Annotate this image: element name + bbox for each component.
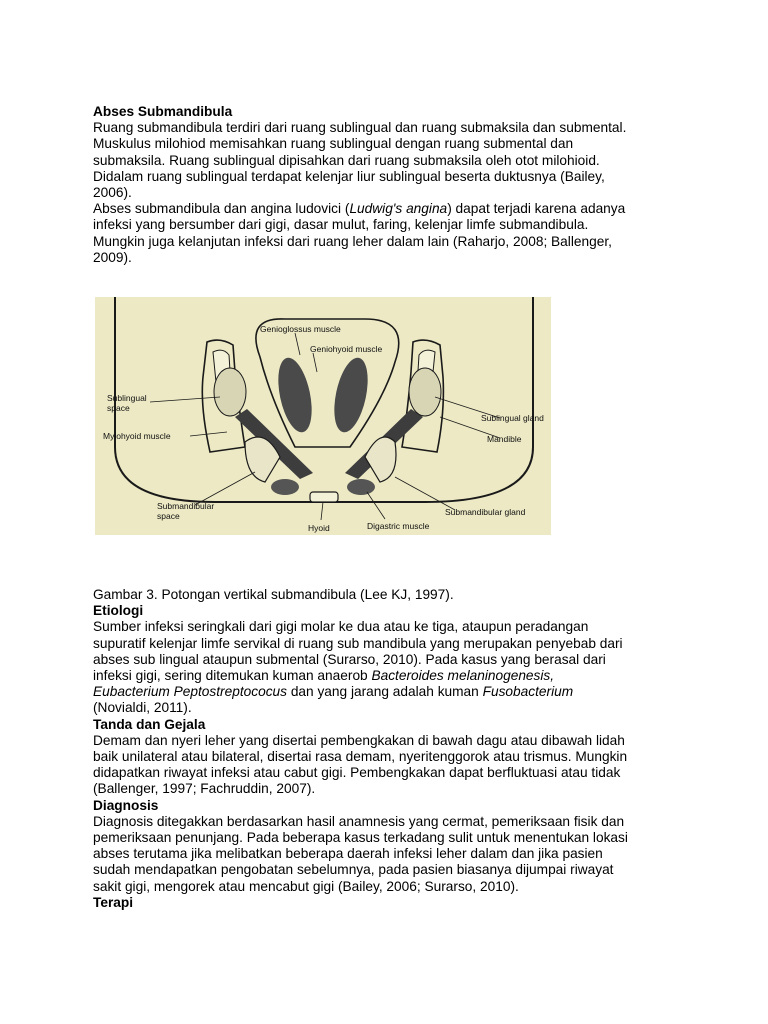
text-line: Muskulus milohiod memisahkan ruang sublingual dengan ruang submental dan bbox=[93, 136, 574, 152]
submandibula-diagram bbox=[95, 297, 551, 535]
italic-term-eubacterium: Eubacterium Peptostreptococus bbox=[93, 684, 288, 700]
text-line: Demam dan nyeri leher yang disertai pembengkakan di bawah dagu atau dibawah lidah bbox=[93, 732, 625, 748]
label-submandibular-gland: Submandibular gland bbox=[445, 507, 526, 517]
hyoid-bone bbox=[310, 492, 338, 502]
section-title-terapi: Terapi bbox=[93, 894, 134, 910]
paragraph-diagnosis bbox=[93, 814, 683, 895]
label-genioglossus: Genioglossus muscle bbox=[260, 324, 341, 334]
digastric-right bbox=[347, 479, 375, 495]
section-title-abses-submandibula: Abses Submandibula bbox=[93, 104, 233, 119]
section-title-tanda-dan-gejala: Tanda dan Gejala bbox=[93, 716, 206, 732]
italic-term-bacteroides: Bacteroides melaninogenesis, bbox=[371, 668, 555, 684]
text-line: 2009). bbox=[93, 249, 132, 265]
text-line: abses sub lingual ataupun submental (Surarso, 2010). Pada kasus yang berasal dari bbox=[93, 651, 606, 667]
text-line: didapatkan riwayat infeksi atau cabut gigi. Pembengkakan dapat berfluktuasi atau tidak bbox=[93, 765, 621, 781]
text-line: abses terutama jika melibatkan beberapa daerah infeksi leher dalam dan jika pasien bbox=[93, 846, 603, 862]
text-line: submaksila. Ruang sublingual dipisahkan dari ruang submaksila oleh otot milohioid. bbox=[93, 152, 600, 168]
text-line: Diagnosis ditegakkan berdasarkan hasil anamnesis yang cermat, pemeriksaan fisik dan bbox=[93, 813, 625, 829]
label-sublingual-space-1: Sublingual bbox=[107, 393, 147, 403]
label-mandible: Mandible bbox=[487, 434, 522, 444]
text-fragment: ) dapat terjadi karena adanya bbox=[447, 201, 626, 217]
text-line: (Ballenger, 1997; Fachruddin, 2007). bbox=[93, 781, 316, 797]
text-line: sudah mendapatkan pengobatan sebelumnya, pada pasien biasanya dijumpai riwayat bbox=[93, 862, 614, 878]
sublingual-gland-right bbox=[409, 368, 441, 416]
sublingual-gland-left bbox=[214, 368, 246, 416]
genioglossus-left bbox=[272, 355, 317, 436]
label-hyoid: Hyoid bbox=[308, 523, 330, 533]
paragraph-etiologi bbox=[93, 619, 683, 716]
text-fragment: Abses submandibula dan angina ludovici ( bbox=[93, 201, 350, 217]
paragraph-tanda-dan-gejala bbox=[93, 733, 683, 798]
digastric-left bbox=[271, 479, 299, 495]
text-line: Sumber infeksi seringkali dari gigi molar ke dua atau ke tiga, ataupun peradangan bbox=[93, 619, 589, 635]
label-digastric: Digastric muscle bbox=[367, 521, 430, 531]
intro-section bbox=[93, 104, 683, 266]
section-title-diagnosis: Diagnosis bbox=[93, 797, 159, 813]
label-submandibular-space-1: Submandibular bbox=[157, 501, 215, 511]
text-line: pemeriksaan penunjang. Pada beberapa kasus terkadang sulit untuk menentukan lokasi bbox=[93, 830, 628, 846]
text-fragment: dan yang jarang adalah kuman bbox=[287, 684, 483, 700]
italic-term-ludwigs-angina: Ludwig's angina bbox=[349, 201, 448, 217]
text-line: infeksi yang bersumber dari gigi, dasar mulut, faring, kelenjar limfe submandibula. bbox=[93, 217, 589, 233]
label-mylohyoid: Mylohyoid muscle bbox=[103, 431, 171, 441]
tongue-outline bbox=[256, 319, 399, 447]
text-line: 2006). bbox=[93, 185, 132, 201]
text-line: sakit gigi, mengorek atau mencabut gigi (Bailey, 2006; Surarso, 2010). bbox=[93, 878, 519, 894]
text-line: Mungkin juga kelanjutan infeksi dari ruang leher dalam lain (Raharjo, 2008; Ballenger, bbox=[93, 233, 612, 249]
label-sublingual-gland: Sublingual gland bbox=[481, 413, 544, 423]
label-sublingual-space-2: space bbox=[107, 403, 130, 413]
text-line: (Novialdi, 2011). bbox=[93, 700, 192, 716]
text-line: Didalam ruang sublingual terdapat kelenjar liur sublingual beserta duktusnya (Bailey, bbox=[93, 168, 605, 184]
italic-term-fusobacterium: Fusobacterium bbox=[482, 684, 574, 700]
text-line: baik unilateral atau bilateral, disertai rasa demam, nyeritenggorok atau trismus. Mungkin bbox=[93, 749, 628, 765]
body-sections bbox=[93, 587, 683, 911]
anatomy-figure bbox=[95, 297, 551, 535]
paragraph-ruang-submandibula bbox=[93, 120, 683, 201]
paragraph-angina-ludovici bbox=[93, 201, 683, 266]
text-line: supuratif kelenjar limfe servikal di ruang sub mandibula yang merupakan penyebab dari bbox=[93, 635, 623, 651]
text-fragment: infeksi gigi, sering ditemukan kuman anaerob bbox=[93, 668, 372, 684]
figure-caption: Gambar 3. Potongan vertikal submandibula (Lee KJ, 1997). bbox=[93, 587, 454, 602]
genioglossus-right bbox=[328, 355, 373, 436]
label-geniohyoid: Geniohyoid muscle bbox=[310, 344, 383, 354]
submandibular-gland-right bbox=[365, 437, 396, 482]
text-line: Ruang submandibula terdiri dari ruang sublingual dan ruang submaksila dan submental. bbox=[93, 120, 627, 136]
label-submandibular-space-2: space bbox=[157, 511, 180, 521]
section-title-etiologi: Etiologi bbox=[93, 603, 144, 619]
